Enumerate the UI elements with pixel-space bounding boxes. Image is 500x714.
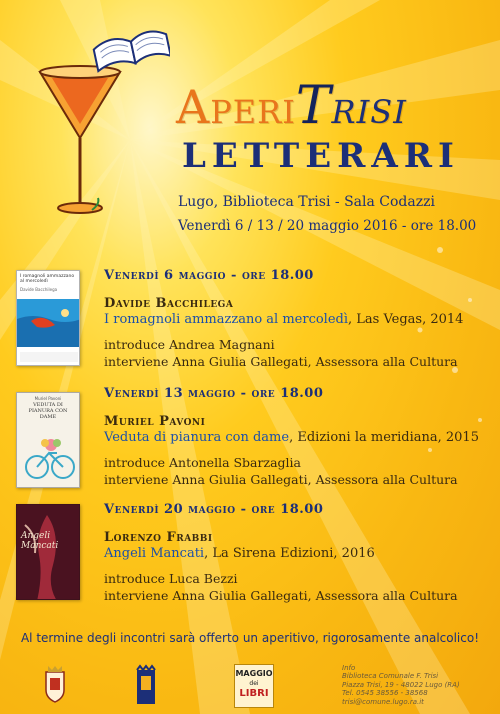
venue-text: Lugo, Biblioteca Trisi - Sala Codazzi: [178, 194, 435, 210]
title-aperi: Aperi: [176, 80, 296, 134]
cover-2-title: VEDUTA DI PIANURA CON DAME: [28, 402, 68, 420]
comune-lugo-crest-icon: [40, 664, 70, 708]
info-email[interactable]: trisi@comune.lugo.ra.it: [342, 697, 424, 706]
title-trisi-initial: T: [295, 76, 332, 136]
event-2-book: [104, 430, 479, 445]
event-1-book: [104, 312, 463, 327]
event-2-author: Muriel Pavoni: [104, 414, 206, 429]
dates-text: Venerdì 6 / 13 / 20 maggio 2016 - ore 18.00: [178, 218, 477, 234]
event-1-intro: introduce Andrea Magnani: [104, 337, 275, 352]
biblioteca-tower-logo-icon: [135, 664, 157, 708]
event-2-credits: [104, 454, 458, 488]
info-line-1: Biblioteca Comunale F. Trisi: [342, 672, 439, 681]
maggio-line3: LIBRI: [239, 688, 269, 699]
event-2-guest: interviene Anna Giulia Gallegati, Assessora alla Cultura: [104, 472, 458, 487]
poster-subtitle: LETTERARI: [182, 136, 460, 176]
event-3-date: Venerdì 20 maggio - ore 18.00: [104, 502, 324, 517]
event-3-credits: [104, 570, 458, 604]
event-3-book: [104, 546, 375, 561]
event-2-book-title: Veduta di pianura con dame: [104, 430, 290, 445]
event-3-author: Lorenzo Frabbi: [104, 530, 213, 545]
event-1-credits: [104, 336, 458, 370]
info-line-2: Piazza Trisi, 19 - 48022 Lugo (RA): [342, 680, 460, 689]
event-3-publisher: , La Sirena Edizioni, 2016: [204, 546, 375, 561]
event-1-date: Venerdì 6 maggio - ore 18.00: [104, 268, 314, 283]
aperitivo-note: Al termine degli incontri sarà offerto un aperitivo, rigorosamente analcolico!: [20, 631, 480, 645]
event-1-guest: interviene Anna Giulia Gallegati, Assessora alla Cultura: [104, 354, 458, 369]
info-heading: Info: [342, 664, 356, 672]
cover-3-title: Angeli Mancati: [21, 531, 59, 551]
event-2-date: Venerdì 13 maggio - ore 18.00: [104, 386, 324, 401]
cover-1-author: Davide Bacchilega: [20, 287, 58, 292]
cover-2-illustration: [17, 431, 80, 487]
book-cover-2: [16, 392, 80, 488]
event-2-intro: introduce Antonella Sbarzaglia: [104, 455, 301, 470]
event-3-guest: interviene Anna Giulia Gallegati, Assessora alla Cultura: [104, 588, 458, 603]
venue-block: [0, 190, 500, 238]
event-2-publisher: , Edizioni la meridiana, 2015: [289, 430, 479, 445]
book-cover-3: [16, 504, 80, 600]
book-cover-1: [16, 270, 80, 366]
poster-title: [176, 76, 407, 136]
event-1-author: Davide Bacchilega: [104, 296, 234, 311]
cover-2-author: Muriel Pavoni: [34, 396, 62, 401]
info-line-3: Tel. 0545 38556 - 38568: [342, 689, 428, 698]
maggio-dei-libri-logo: [234, 664, 274, 708]
cover-1-illustration: [17, 299, 80, 347]
cover-3-illustration: [17, 505, 80, 600]
info-block: [342, 664, 460, 706]
event-1-publisher: , Las Vegas, 2014: [348, 312, 464, 327]
event-3-intro: introduce Luca Bezzi: [104, 571, 238, 586]
maggio-line2: dei: [249, 680, 259, 687]
cover-1-title: I romagnoli ammazzano al mercoledì: [20, 274, 75, 284]
maggio-line1: MAGGIO: [235, 669, 273, 678]
title-trisi-rest: risi: [331, 80, 407, 134]
event-1-book-title: I romagnoli ammazzano al mercoledì: [104, 312, 349, 327]
event-3-book-title: Angeli Mancati: [104, 546, 205, 561]
